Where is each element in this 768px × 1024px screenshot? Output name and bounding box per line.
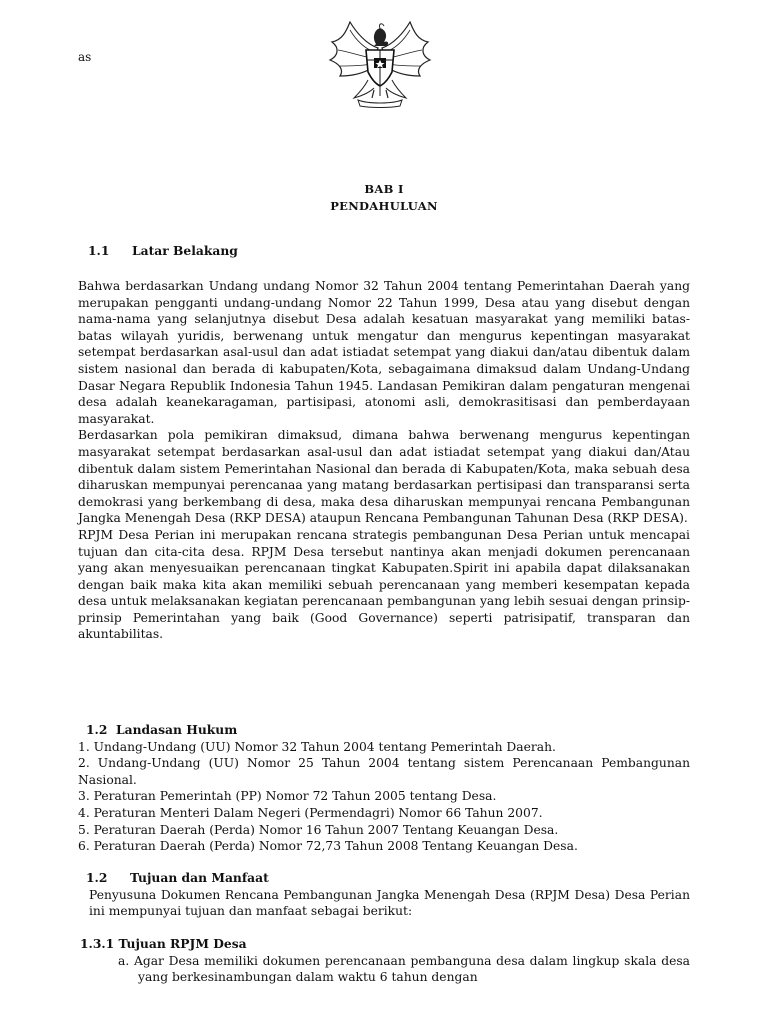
section-heading <box>78 936 690 953</box>
paragraph: Berdasarkan pola pemikiran dimaksud, dimana bahwa berwenang mengurus kepentingan masyarakat setempat berdasarkan asal-usul dan adat istiadat setempat yang diakui dan/Atau dibentuk dalam sistem Pemerintahan Nasional dan berada di Kabupaten/Kota, maka sebuah desa diharuskan mempunyai perencanaa yang matang berdasarkan pertisipasi dan transparansi serta demokrasi yang berkembang di desa, maka desa diharuskan mempunyai rencana Pembangunan Jangka Menengah Desa (RKP DESA) ataupun Rencana Pembangunan Tahunan Desa (RKP DESA). <box>78 428 690 526</box>
section-number: 1.2 <box>86 870 108 885</box>
paragraph: Bahwa berdasarkan Undang undang Nomor 32 Tahun 2004 tentang Pemerintahan Daerah yang merupakan pengganti undang-undang Nomor 22 Tahun 1999, Desa atau yang disebut dengan nama-nama yang selanjutnya disebut Desa adalah kesatuan masyarakat yang memiliki batas-batas wilayah yuridis, berwenang untuk mengatur dan mengurus kepentingan masyarakat setempat berdasarkan asal-usul dan adat istiadat setempat yang diakui dan/atau dibentuk dalam sistem nasional dan berada di kabupaten/Kota, sebagaimana dimaksud dalam Undang-Undang Dasar Negara Republik Indonesia Tahun 1945. Landasan Pemikiran dalam pengaturan mengenai desa adalah keanekaragaman, partisipasi, atonomi asli, demokrasitisasi dan pemberdayaan masyarakat. <box>78 279 690 426</box>
list-item: 3. Peraturan Pemerintah (PP) Nomor 72 Tahun 2005 tentang Desa. <box>78 789 497 804</box>
section-title: Tujuan dan Manfaat <box>130 870 269 885</box>
list-item: 1. Undang-Undang (UU) Nomor 32 Tahun 2004 tentang Pemerintah Daerah. <box>78 739 556 754</box>
section-title: Landasan Hukum <box>116 722 238 737</box>
section-title: Tujuan RPJM Desa <box>118 936 247 951</box>
section-rpjm-objectives <box>78 936 690 986</box>
section-objectives <box>78 870 690 920</box>
list-item: a. Agar Desa memiliki dokumen perencanaan pembanguna desa dalam lingkup skala desa yang berkesinambungan dalam waktu 6 tahun dengan <box>118 953 690 985</box>
background-paragraphs <box>78 278 690 643</box>
paragraph: RPJM Desa Perian ini merupakan rencana strategis pembangunan Desa Perian untuk mencapai tujuan dan cita-cita desa. RPJM Desa tersebut nantinya akan menjadi dokumen perencanaan yang akan menyesuaikan perencanaan tingkat Kabupaten.Spirit ini apabila dapat dilaksanakan dengan baik maka kita akan memiliki sebuah perencanaan yang memberi kesempatan kepada desa untuk melaksanakan kegiatan perencanaan pembangunan yang lebih sesuai dengan prinsip-prinsip Pemerintahan yang baik (Good Governance) seperti patrisipatif, transparan dan akuntabilitas. <box>78 527 690 642</box>
section-legal-basis <box>78 722 690 855</box>
section-heading <box>78 243 690 260</box>
chapter-label: BAB I <box>364 182 404 196</box>
list-item: 6. Peraturan Daerah (Perda) Nomor 72,73 Tahun 2008 Tentang Keuangan Desa. <box>78 839 578 854</box>
paragraph: Penyusuna Dokumen Rencana Pembangunan Jangka Menengah Desa (RPJM Desa) Desa Perian ini mempunyai tujuan dan manfaat sebagai berikut: <box>89 887 690 919</box>
garuda-emblem-icon <box>328 18 432 108</box>
list-item: 5. Peraturan Daerah (Perda) Nomor 16 Tahun 2007 Tentang Keuangan Desa. <box>78 822 559 837</box>
chapter-title: PENDAHULUAN <box>330 199 438 213</box>
section-heading <box>78 870 690 887</box>
legal-basis-list <box>78 739 690 855</box>
section-title: Latar Belakang <box>132 243 238 258</box>
section-number: 1.2 <box>86 722 108 737</box>
section-1-1 <box>78 243 690 260</box>
corner-text: as <box>78 50 92 64</box>
list-item: 2. Undang-Undang (UU) Nomor 25 Tahun 2004 tentang sistem Perencanaan Pembangunan Nasional. <box>78 756 690 787</box>
section-heading <box>78 722 690 739</box>
section-number: 1.3.1 <box>80 936 115 951</box>
list-item: 4. Peraturan Menteri Dalam Negeri (Permendagri) Nomor 66 Tahun 2007. <box>78 805 543 820</box>
section-number: 1.1 <box>88 243 110 258</box>
